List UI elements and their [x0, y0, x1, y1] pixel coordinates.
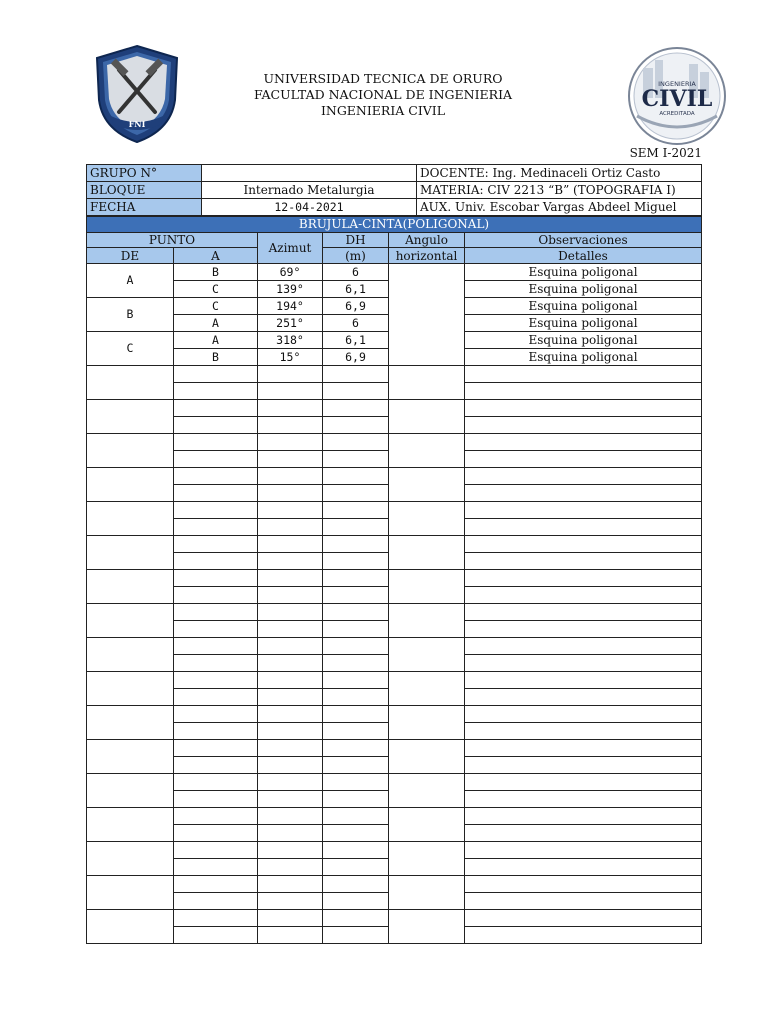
docente-text: DOCENTE: Ing. Medinaceli Ortiz Casto [417, 165, 702, 182]
angulo-horizontal-cell [389, 264, 465, 366]
empty-a-cell [174, 434, 258, 451]
empty-de-cell [87, 366, 174, 400]
empty-de-cell [87, 400, 174, 434]
empty-dh-cell [323, 383, 389, 400]
table-row-empty [87, 910, 702, 927]
empty-dh-cell [323, 638, 389, 655]
empty-dh-cell [323, 910, 389, 927]
materia-text: MATERIA: CIV 2213 “B” (TOPOGRAFIA I) [417, 182, 702, 199]
empty-dh-cell [323, 791, 389, 808]
empty-dh-cell [323, 655, 389, 672]
station-a: A [174, 315, 258, 332]
logo-main-text: CIVIL [641, 86, 713, 112]
empty-azimut-cell [258, 434, 323, 451]
empty-azimut-cell [258, 808, 323, 825]
empty-a-cell [174, 791, 258, 808]
table-row-empty [87, 570, 702, 587]
dh-value: 6 [323, 315, 389, 332]
empty-obs-cell [465, 417, 702, 434]
empty-a-cell [174, 383, 258, 400]
empty-azimut-cell [258, 587, 323, 604]
empty-azimut-cell [258, 842, 323, 859]
empty-azimut-cell [258, 893, 323, 910]
empty-obs-cell [465, 553, 702, 570]
empty-angulo-cell [389, 910, 465, 944]
azimut-value: 318° [258, 332, 323, 349]
empty-a-cell [174, 604, 258, 621]
empty-azimut-cell [258, 723, 323, 740]
empty-dh-cell [323, 927, 389, 944]
empty-obs-cell [465, 859, 702, 876]
empty-azimut-cell [258, 553, 323, 570]
empty-azimut-cell [258, 485, 323, 502]
empty-obs-cell [465, 842, 702, 859]
azimut-value: 15° [258, 349, 323, 366]
empty-azimut-cell [258, 655, 323, 672]
table-row-empty [87, 468, 702, 485]
empty-de-cell [87, 604, 174, 638]
empty-dh-cell [323, 774, 389, 791]
fni-logo-text: FNI [128, 119, 146, 129]
empty-de-cell [87, 774, 174, 808]
empty-dh-cell [323, 536, 389, 553]
empty-a-cell [174, 706, 258, 723]
empty-dh-cell [323, 859, 389, 876]
table-row-empty [87, 808, 702, 825]
empty-angulo-cell [389, 706, 465, 740]
logo-bottom-text: ACREDITADA [659, 111, 695, 117]
table-row-empty [87, 604, 702, 621]
empty-dh-cell [323, 587, 389, 604]
table-row-empty [87, 706, 702, 723]
empty-a-cell [174, 859, 258, 876]
empty-azimut-cell [258, 519, 323, 536]
empty-dh-cell [323, 570, 389, 587]
empty-a-cell [174, 689, 258, 706]
station-de: B [87, 298, 174, 332]
empty-dh-cell [323, 434, 389, 451]
empty-obs-cell [465, 451, 702, 468]
empty-azimut-cell [258, 910, 323, 927]
empty-angulo-cell [389, 774, 465, 808]
empty-obs-cell [465, 774, 702, 791]
empty-dh-cell [323, 485, 389, 502]
empty-de-cell [87, 502, 174, 536]
header-detalles: Detalles [465, 248, 702, 264]
empty-a-cell [174, 842, 258, 859]
empty-dh-cell [323, 825, 389, 842]
dh-value: 6 [323, 264, 389, 281]
table-row-empty [87, 536, 702, 553]
table-row-empty [87, 434, 702, 451]
empty-obs-cell [465, 366, 702, 383]
empty-obs-cell [465, 672, 702, 689]
career-name: INGENIERIA CIVIL [320, 103, 446, 118]
station-a: B [174, 349, 258, 366]
empty-a-cell [174, 451, 258, 468]
empty-obs-cell [465, 723, 702, 740]
empty-obs-cell [465, 757, 702, 774]
empty-obs-cell [465, 706, 702, 723]
empty-azimut-cell [258, 706, 323, 723]
empty-azimut-cell [258, 502, 323, 519]
empty-a-cell [174, 825, 258, 842]
grupo-label: GRUPO N° [87, 165, 202, 182]
table-row-empty [87, 502, 702, 519]
empty-angulo-cell [389, 570, 465, 604]
header-azimut: Azimut [258, 233, 323, 264]
observacion-value: Esquina poligonal [465, 264, 702, 281]
empty-a-cell [174, 468, 258, 485]
header-de: DE [87, 248, 174, 264]
empty-a-cell [174, 485, 258, 502]
survey-table [86, 216, 702, 944]
empty-a-cell [174, 570, 258, 587]
empty-obs-cell [465, 893, 702, 910]
aux-text: AUX. Univ. Escobar Vargas Abdeel Miguel [417, 199, 702, 216]
empty-dh-cell [323, 723, 389, 740]
fni-shield-logo [95, 44, 179, 144]
empty-a-cell [174, 587, 258, 604]
empty-de-cell [87, 808, 174, 842]
empty-obs-cell [465, 621, 702, 638]
empty-azimut-cell [258, 400, 323, 417]
empty-angulo-cell [389, 502, 465, 536]
empty-obs-cell [465, 638, 702, 655]
empty-obs-cell [465, 536, 702, 553]
empty-azimut-cell [258, 859, 323, 876]
empty-obs-cell [465, 910, 702, 927]
empty-a-cell [174, 672, 258, 689]
empty-a-cell [174, 927, 258, 944]
empty-azimut-cell [258, 774, 323, 791]
header-punto: PUNTO [87, 233, 258, 248]
observacion-value: Esquina poligonal [465, 332, 702, 349]
grupo-value [202, 165, 417, 182]
empty-obs-cell [465, 655, 702, 672]
empty-obs-cell [465, 400, 702, 417]
empty-dh-cell [323, 400, 389, 417]
empty-a-cell [174, 655, 258, 672]
empty-dh-cell [323, 553, 389, 570]
empty-de-cell [87, 468, 174, 502]
empty-de-cell [87, 638, 174, 672]
station-a: A [174, 332, 258, 349]
station-a: C [174, 298, 258, 315]
empty-dh-cell [323, 842, 389, 859]
empty-dh-cell [323, 672, 389, 689]
empty-dh-cell [323, 621, 389, 638]
empty-azimut-cell [258, 621, 323, 638]
table-row-empty [87, 876, 702, 893]
empty-a-cell [174, 400, 258, 417]
empty-angulo-cell [389, 468, 465, 502]
azimut-value: 251° [258, 315, 323, 332]
empty-obs-cell [465, 485, 702, 502]
empty-dh-cell [323, 876, 389, 893]
info-table [86, 164, 702, 216]
header-observaciones: Observaciones [465, 233, 702, 248]
empty-angulo-cell [389, 638, 465, 672]
empty-angulo-cell [389, 434, 465, 468]
header-angulo-horizontal: horizontal [389, 248, 465, 264]
azimut-value: 139° [258, 281, 323, 298]
empty-a-cell [174, 502, 258, 519]
empty-angulo-cell [389, 808, 465, 842]
empty-de-cell [87, 536, 174, 570]
empty-de-cell [87, 672, 174, 706]
empty-a-cell [174, 366, 258, 383]
empty-obs-cell [465, 468, 702, 485]
empty-dh-cell [323, 451, 389, 468]
empty-a-cell [174, 910, 258, 927]
table-row-empty [87, 774, 702, 791]
semester-label: SEM I-2021 [629, 146, 702, 160]
empty-obs-cell [465, 791, 702, 808]
empty-angulo-cell [389, 740, 465, 774]
fecha-value: 12-04-2021 [202, 199, 417, 216]
empty-a-cell [174, 638, 258, 655]
ingenieria-civil-logo [627, 46, 727, 146]
faculty-name: FACULTAD NACIONAL DE INGENIERIA [253, 87, 513, 102]
empty-obs-cell [465, 740, 702, 757]
empty-azimut-cell [258, 570, 323, 587]
empty-angulo-cell [389, 842, 465, 876]
bloque-label: BLOQUE [87, 182, 202, 199]
empty-de-cell [87, 570, 174, 604]
empty-angulo-cell [389, 672, 465, 706]
azimut-value: 194° [258, 298, 323, 315]
table-row-empty [87, 638, 702, 655]
empty-obs-cell [465, 825, 702, 842]
observacion-value: Esquina poligonal [465, 281, 702, 298]
empty-dh-cell [323, 808, 389, 825]
empty-obs-cell [465, 927, 702, 944]
bloque-value: Internado Metalurgia [202, 182, 417, 199]
empty-azimut-cell [258, 468, 323, 485]
empty-dh-cell [323, 689, 389, 706]
empty-de-cell [87, 434, 174, 468]
empty-angulo-cell [389, 536, 465, 570]
empty-a-cell [174, 723, 258, 740]
empty-azimut-cell [258, 604, 323, 621]
empty-azimut-cell [258, 383, 323, 400]
empty-angulo-cell [389, 400, 465, 434]
empty-obs-cell [465, 604, 702, 621]
empty-azimut-cell [258, 417, 323, 434]
empty-dh-cell [323, 502, 389, 519]
empty-a-cell [174, 417, 258, 434]
empty-azimut-cell [258, 451, 323, 468]
empty-a-cell [174, 876, 258, 893]
fecha-label: FECHA [87, 199, 202, 216]
header-dh-unit: (m) [323, 248, 389, 264]
empty-a-cell [174, 757, 258, 774]
empty-azimut-cell [258, 638, 323, 655]
empty-dh-cell [323, 468, 389, 485]
dh-value: 6,1 [323, 332, 389, 349]
empty-azimut-cell [258, 672, 323, 689]
empty-obs-cell [465, 434, 702, 451]
logo-top-text: INGENIERIA [658, 80, 696, 88]
empty-obs-cell [465, 383, 702, 400]
empty-de-cell [87, 910, 174, 944]
observacion-value: Esquina poligonal [465, 349, 702, 366]
dh-value: 6,9 [323, 349, 389, 366]
empty-de-cell [87, 706, 174, 740]
empty-dh-cell [323, 417, 389, 434]
table-row-empty [87, 672, 702, 689]
table-row-empty [87, 366, 702, 383]
empty-obs-cell [465, 689, 702, 706]
dh-value: 6,9 [323, 298, 389, 315]
university-name: UNIVERSIDAD TECNICA DE ORURO [263, 71, 503, 86]
table-row-empty [87, 740, 702, 757]
station-a: C [174, 281, 258, 298]
empty-angulo-cell [389, 876, 465, 910]
header-angulo: Angulo [389, 233, 465, 248]
observacion-value: Esquina poligonal [465, 298, 702, 315]
empty-angulo-cell [389, 366, 465, 400]
empty-dh-cell [323, 604, 389, 621]
empty-azimut-cell [258, 366, 323, 383]
empty-a-cell [174, 519, 258, 536]
table-title: BRUJULA-CINTA(POLIGONAL) [87, 217, 702, 233]
empty-obs-cell [465, 876, 702, 893]
empty-a-cell [174, 553, 258, 570]
document-header [230, 71, 536, 119]
empty-dh-cell [323, 757, 389, 774]
station-de: C [87, 332, 174, 366]
empty-a-cell [174, 536, 258, 553]
header-a: A [174, 248, 258, 264]
empty-azimut-cell [258, 536, 323, 553]
azimut-value: 69° [258, 264, 323, 281]
empty-a-cell [174, 621, 258, 638]
empty-a-cell [174, 893, 258, 910]
empty-a-cell [174, 808, 258, 825]
empty-dh-cell [323, 706, 389, 723]
empty-azimut-cell [258, 825, 323, 842]
station-de: A [87, 264, 174, 298]
empty-obs-cell [465, 587, 702, 604]
table-row-empty [87, 400, 702, 417]
empty-de-cell [87, 876, 174, 910]
empty-azimut-cell [258, 927, 323, 944]
empty-a-cell [174, 740, 258, 757]
empty-obs-cell [465, 570, 702, 587]
empty-dh-cell [323, 893, 389, 910]
empty-angulo-cell [389, 604, 465, 638]
table-row [87, 264, 702, 281]
empty-a-cell [174, 774, 258, 791]
empty-azimut-cell [258, 757, 323, 774]
empty-dh-cell [323, 740, 389, 757]
empty-azimut-cell [258, 740, 323, 757]
empty-de-cell [87, 842, 174, 876]
header-dh: DH [323, 233, 389, 248]
table-row-empty [87, 842, 702, 859]
empty-obs-cell [465, 519, 702, 536]
empty-dh-cell [323, 519, 389, 536]
station-a: B [174, 264, 258, 281]
empty-de-cell [87, 740, 174, 774]
empty-obs-cell [465, 502, 702, 519]
empty-obs-cell [465, 808, 702, 825]
empty-azimut-cell [258, 791, 323, 808]
empty-dh-cell [323, 366, 389, 383]
empty-azimut-cell [258, 689, 323, 706]
dh-value: 6,1 [323, 281, 389, 298]
empty-azimut-cell [258, 876, 323, 893]
observacion-value: Esquina poligonal [465, 315, 702, 332]
